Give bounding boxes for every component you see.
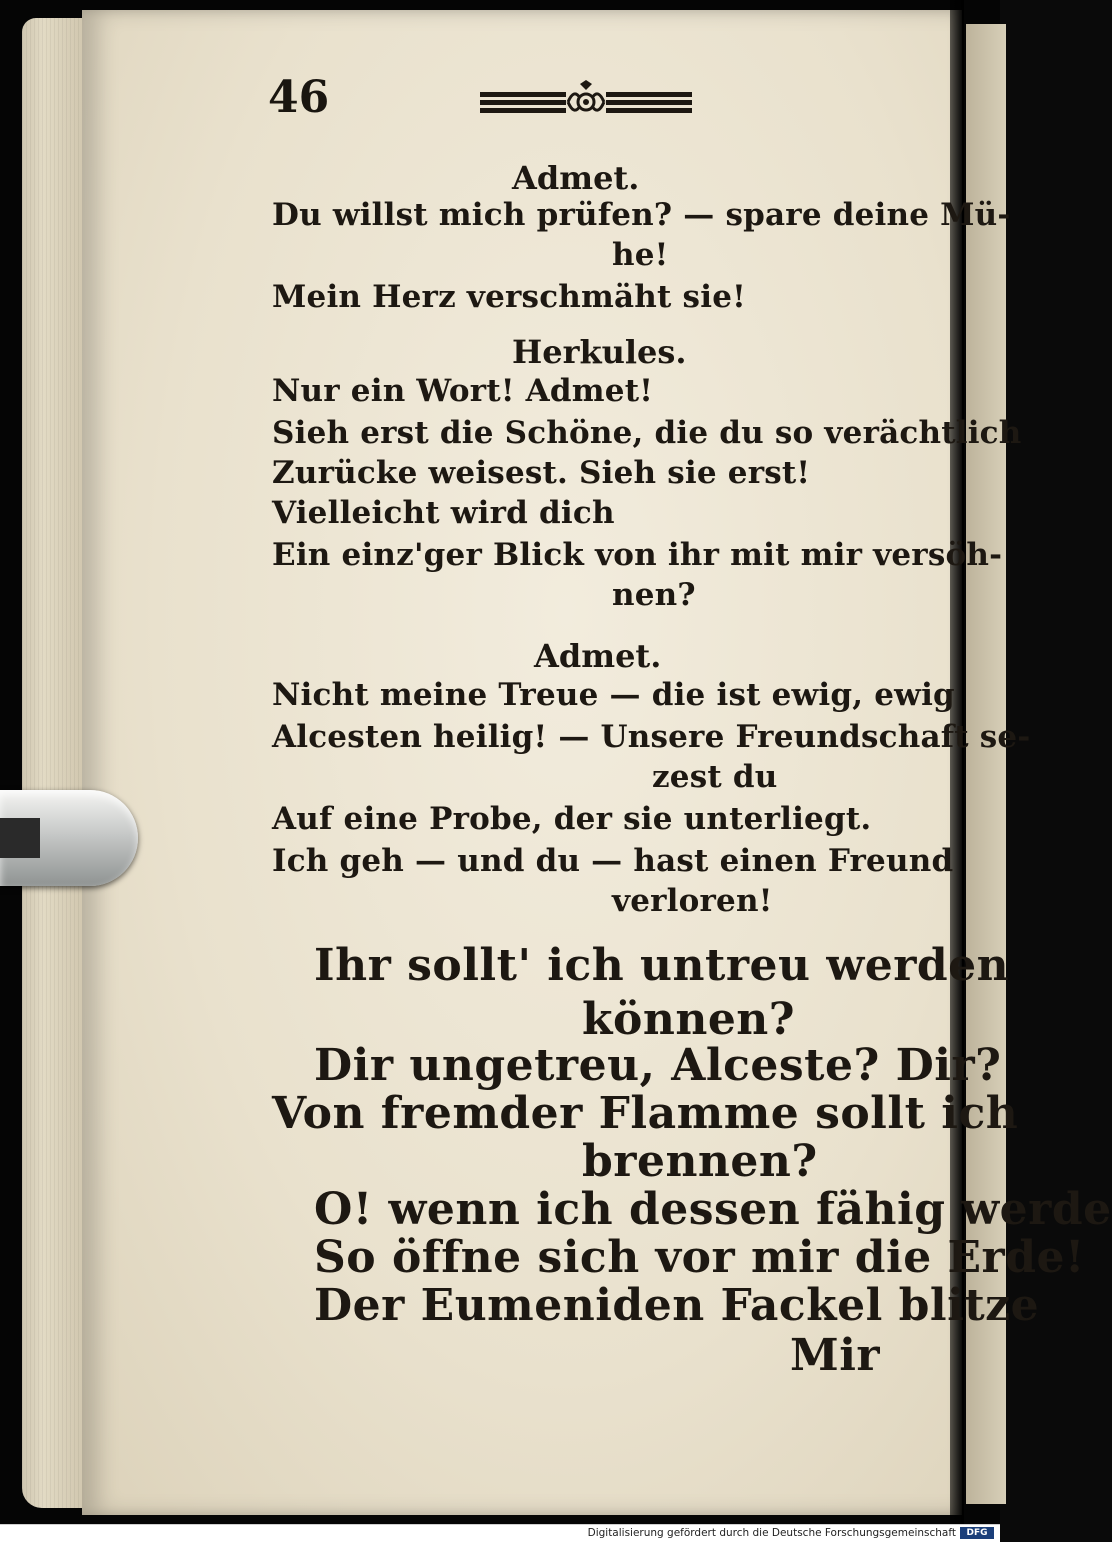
text-line: Sieh erst die Schöne, die du so verächtlich bbox=[272, 415, 1022, 451]
scanner-clip-icon bbox=[0, 790, 138, 886]
aria-line: Von fremder Flamme sollt ich bbox=[272, 1088, 1019, 1139]
text-line: verloren! bbox=[612, 883, 773, 919]
funding-credit: Digitalisierung gefördert durch die Deutsche Forschungsgemeinschaft bbox=[587, 1527, 956, 1539]
dfg-logo-icon: DFG bbox=[960, 1527, 994, 1539]
ornament-icon bbox=[480, 80, 692, 124]
aria-line: Ihr sollt' ich untreu werden bbox=[314, 940, 1010, 991]
aria-line: brennen? bbox=[582, 1136, 818, 1187]
text-line: Auf eine Probe, der sie unterliegt. bbox=[272, 801, 872, 837]
text-line: Ich geh — und du — hast einen Freund bbox=[272, 843, 954, 879]
aria-line: können? bbox=[582, 994, 796, 1045]
text-line: zest du bbox=[652, 759, 778, 795]
aria-line: O! wenn ich dessen fähig werde bbox=[314, 1184, 1112, 1235]
footer-bar bbox=[0, 1524, 1000, 1542]
text-line: he! bbox=[612, 237, 669, 273]
text-line: Du willst mich prüfen? — spare deine Mü- bbox=[272, 197, 1011, 233]
page-number: 46 bbox=[268, 72, 330, 123]
text-line: Ein einz'ger Blick von ihr mit mir versöh- bbox=[272, 537, 1003, 573]
text-line: Zurücke weisest. Sieh sie erst! bbox=[272, 455, 811, 491]
catchword: Mir bbox=[790, 1330, 881, 1381]
speaker-name: Admet. bbox=[512, 159, 640, 197]
text-line: nen? bbox=[612, 577, 696, 613]
text-line: Alcesten heilig! — Unsere Freundschaft se- bbox=[272, 719, 1031, 755]
text-line: Nur ein Wort! Admet! bbox=[272, 373, 654, 409]
text-line: Vielleicht wird dich bbox=[272, 495, 615, 531]
aria-line: So öffne sich vor mir die Erde! bbox=[314, 1232, 1085, 1283]
speaker-name: Herkules. bbox=[512, 333, 687, 371]
text-line: Nicht meine Treue — die ist ewig, ewig bbox=[272, 677, 955, 713]
speaker-name: Admet. bbox=[534, 637, 662, 675]
aria-line: Dir ungetreu, Alceste? Dir? bbox=[314, 1040, 1002, 1091]
text-line: Mein Herz verschmäht sie! bbox=[272, 279, 746, 315]
aria-line: Der Eumeniden Fackel blitze bbox=[314, 1280, 1040, 1331]
